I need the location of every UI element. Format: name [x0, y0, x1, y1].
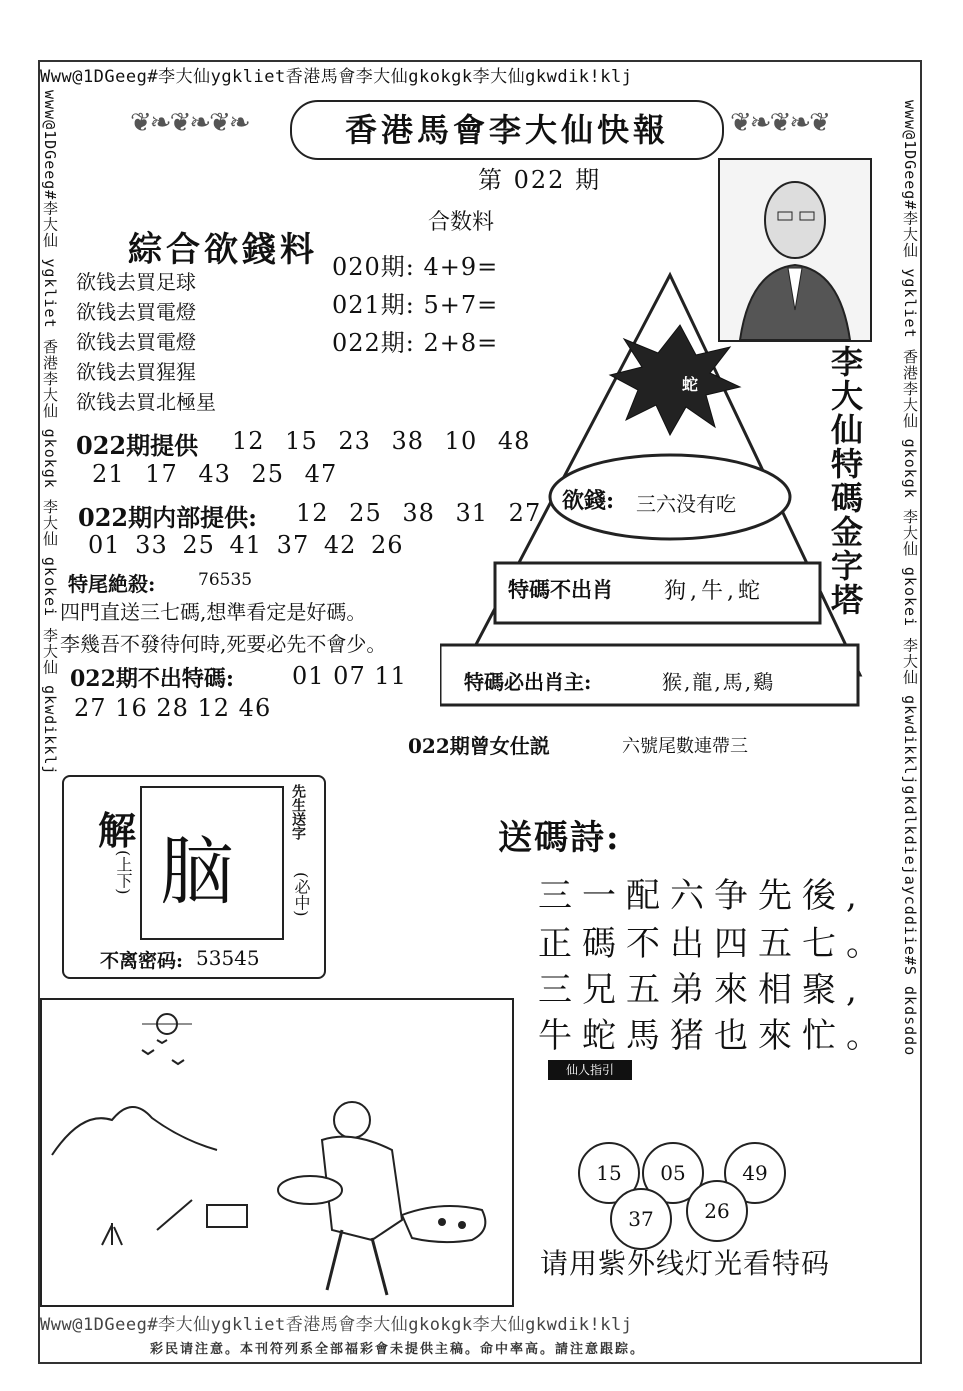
combo-line: 020期: 4+9=: [332, 253, 499, 281]
supply-numbers: 12 15 23 38 10 48: [232, 427, 531, 455]
secret-code-value: 53545: [196, 946, 260, 970]
zeng-label: 022期曾女仕説: [408, 734, 550, 758]
no-special-numbers: 27 16 28 12 46: [74, 694, 272, 722]
pyramid-burst-text: 蛇: [682, 375, 699, 394]
money-item: 欲钱去買足球: [76, 270, 196, 294]
zeng-value: 六號尾數連帶三: [622, 736, 748, 757]
supply-numbers: 21 17 43 25 47: [92, 460, 338, 488]
ornament-left: ❦❧❦❧❦❧: [130, 108, 249, 138]
combo-line: 021期: 5+7=: [332, 291, 499, 319]
riddle-right-sub: (必中): [292, 872, 311, 917]
tail-kill-label: 特尾絶殺:: [68, 572, 156, 596]
supply-label: 022期提供: [76, 431, 199, 460]
no-special-label: 022期不出特碼:: [70, 666, 235, 692]
must-zodiac-label: 特碼必出肖主:: [464, 670, 592, 694]
monk-illustration: [42, 1000, 512, 1305]
poem-stamp: 仙人指引: [548, 1060, 632, 1080]
riddle-left-char: 解: [98, 808, 137, 853]
money-item: 欲钱去買北極星: [76, 390, 216, 414]
no-zodiac-value: 狗,牛,蛇: [664, 579, 764, 604]
poem-line: 正碼不出四五七。: [538, 924, 890, 964]
ornament-right: ❦❧❦❧❦: [730, 108, 829, 138]
riddle-main-char: 脑: [160, 829, 234, 915]
tail-kill-value: 76535: [198, 570, 253, 590]
combo-label: 合数料: [428, 210, 495, 235]
lottery-ball: 05: [642, 1142, 704, 1204]
footer-note: 彩民请注意。本刊符列系全部福彩會未提供主稿。命中率高。請注意跟踪。: [150, 1342, 646, 1357]
lottery-ball: 49: [724, 1142, 786, 1204]
issue-number: 第 022 期: [478, 166, 602, 194]
uv-note: 请用紫外线灯光看特码: [540, 1247, 831, 1280]
page-title: 香港馬會李大仙快報: [290, 100, 724, 160]
money-section-title: 綜合欲錢料: [128, 230, 318, 270]
poem-title: 送碼詩:: [498, 818, 621, 858]
wish-value: 三六没有吃: [636, 492, 736, 516]
poem-line: 三兄五弟來相聚,: [538, 970, 867, 1010]
lottery-ball: 37: [610, 1188, 672, 1250]
combo-line: 022期: 2+8=: [332, 329, 499, 357]
pyramid-title: 李大仙特碼金字塔: [826, 345, 864, 617]
secret-code-label: 不离密码:: [100, 950, 184, 972]
no-special-numbers: 01 07 11: [292, 662, 407, 690]
no-zodiac-label: 特碼不出肖: [508, 577, 613, 602]
poem-line: 牛蛇馬猪也來忙。: [538, 1016, 890, 1056]
verse-line: 四門直送三七碼,想準看定是好碼。: [60, 600, 367, 624]
money-item: 欲钱去買電燈: [76, 330, 196, 354]
lottery-ball: 26: [686, 1180, 748, 1242]
watermark-left: www@1DGeeg#李大仙 ygkliet 香港李大仙 gkokgk 李大仙 gkokei 李大仙 gkwdikklj: [41, 90, 59, 776]
money-item: 欲钱去買電燈: [76, 300, 196, 324]
watermark-top: Www@1DGeeg#李大仙ygkliet香港馬會李大仙gkokgk李大仙gkwdik!klj: [40, 67, 633, 87]
verse-line: 李幾吾不發待何時,死要必先不會少。: [60, 632, 387, 656]
wish-label: 欲錢:: [562, 488, 615, 514]
internal-label: 022期内部提供:: [78, 503, 257, 532]
poem-line: 三一配六争先後,: [538, 876, 867, 916]
riddle-left-sub: (上下): [114, 850, 133, 895]
lottery-ball: 15: [578, 1142, 640, 1204]
watermark-bottom: Www@1DGeeg#李大仙ygkliet香港馬會李大仙gkokgk李大仙gkwdik!klj: [40, 1315, 633, 1335]
money-item: 欲钱去買猩猩: [76, 360, 196, 384]
watermark-right: www@1DGeeg#李大仙 ygkliet 香港李大仙 gkokgk 李大仙 gkokei 李大仙 gkwdikkljgkdlkdiejaycddiie#S dkdsddo: [901, 100, 919, 1057]
internal-numbers: 01 33 25 41 37 42 26: [88, 531, 404, 559]
riddle-right: 先生送字: [290, 784, 306, 840]
internal-numbers: 12 25 38 31 27: [296, 499, 542, 527]
illustration-frame: [40, 998, 514, 1307]
must-zodiac-value: 猴,龍,馬,鷄: [662, 670, 776, 694]
